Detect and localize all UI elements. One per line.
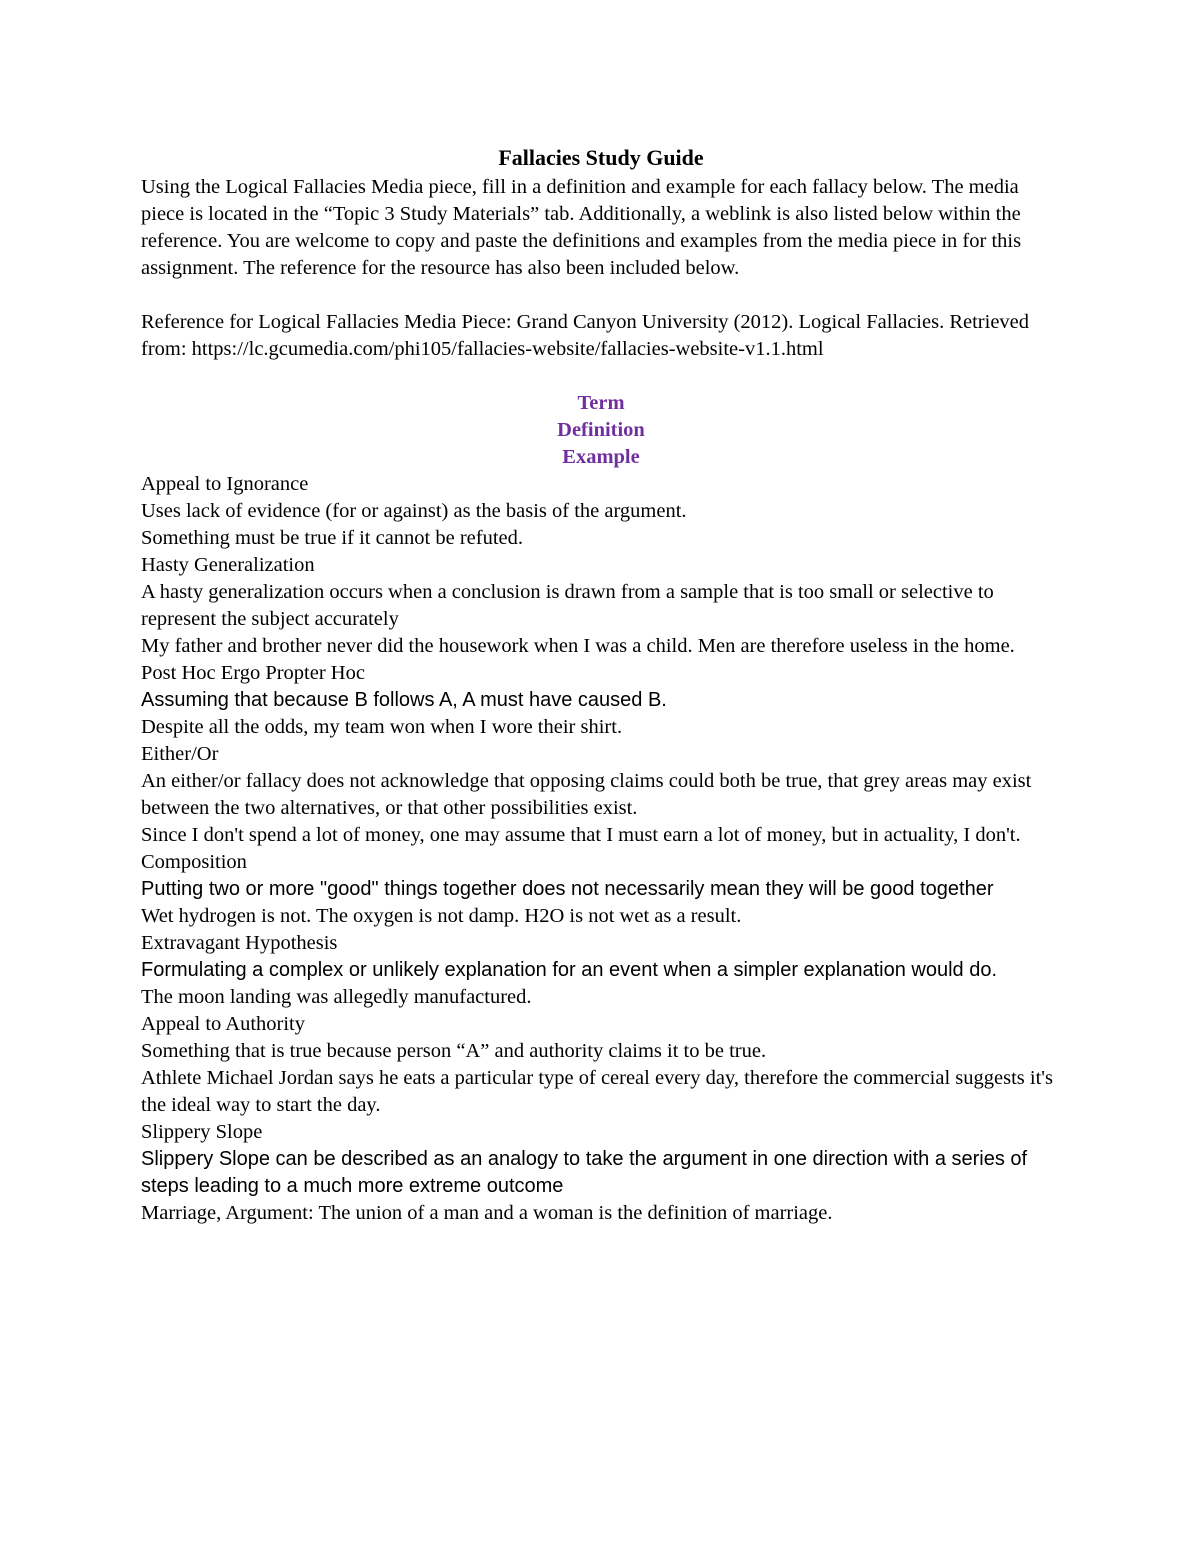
fallacy-definition: Uses lack of evidence (for or against) as the basis of the argument. [141,500,687,522]
fallacy-example: Marriage, Argument: The union of a man and a woman is the definition of marriage. [141,1202,833,1224]
fallacy-definition: Putting two or more "good" things together does not necessarily mean they will be good together [141,878,994,900]
fallacy-entry-composition [141,849,1061,930]
fallacy-term: Extravagant Hypothesis [141,932,338,954]
intro-paragraph: Using the Logical Fallacies Media piece, fill in a definition and example for each fallacy below. The media piece is located in the “Topic 3 Study Materials” tab. Additionally, a weblink is also listed below within the reference. You are welcome to copy and paste the definitions and examples from the media piece in for this assignment. The reference for the resource has also been included below. [141,176,1022,279]
fallacy-term: Post Hoc Ergo Propter Hoc [141,662,365,684]
fallacy-definition: Something that is true because person “A” and authority claims it to be true. [141,1040,767,1062]
fallacy-entry-either-or [141,741,1061,849]
fallacy-term: Slippery Slope [141,1121,263,1143]
column-headers [141,390,1061,471]
fallacy-definition: A hasty generalization occurs when a conclusion is drawn from a sample that is too small or selective to represent the subject accurately [141,581,994,630]
fallacy-term: Appeal to Authority [141,1013,305,1035]
fallacy-example: Wet hydrogen is not. The oxygen is not damp. H2O is not wet as a result. [141,905,742,927]
fallacy-example: Athlete Michael Jordan says he eats a particular type of cereal every day, therefore the commercial suggests it's the ideal way to start the day. [141,1067,1053,1116]
fallacy-definition: Assuming that because B follows A, A must have caused B. [141,689,667,711]
fallacy-entry-slippery-slope [141,1119,1061,1227]
fallacy-entry-appeal-to-authority [141,1011,1061,1119]
header-example: Example [562,446,640,468]
fallacy-example: The moon landing was allegedly manufactured. [141,986,532,1008]
fallacy-example: My father and brother never did the housework when I was a child. Men are therefore useless in the home. [141,635,1015,657]
reference-paragraph: Reference for Logical Fallacies Media Piece: Grand Canyon University (2012). Logical Fallacies. Retrieved from: https://lc.gcumedia.com/phi105/fallacies-website/fallacies-website-v1.1.html [141,311,1030,360]
fallacy-entry-post-hoc [141,660,1061,741]
fallacy-term: Appeal to Ignorance [141,473,309,495]
document-page [141,142,1061,1227]
fallacy-entry-extravagant-hypothesis [141,930,1061,1011]
fallacy-example: Since I don't spend a lot of money, one may assume that I must earn a lot of money, but in actuality, I don't. [141,824,1021,846]
fallacy-definition: An either/or fallacy does not acknowledge that opposing claims could both be true, that grey areas may exist between the two alternatives, or that other possibilities exist. [141,770,1032,819]
fallacy-definition: Formulating a complex or unlikely explanation for an event when a simpler explanation would do. [141,959,998,981]
fallacy-entry-hasty-generalization [141,552,1061,660]
fallacy-term: Either/Or [141,743,219,765]
blank-line [141,363,1061,390]
fallacy-entry-appeal-to-ignorance [141,471,1061,552]
document-title: Fallacies Study Guide [498,145,704,170]
blank-line [141,282,1061,309]
fallacy-term: Hasty Generalization [141,554,315,576]
fallacy-example: Despite all the odds, my team won when I wore their shirt. [141,716,623,738]
fallacy-term: Composition [141,851,247,873]
fallacy-definition: Slippery Slope can be described as an analogy to take the argument in one direction with a series of steps leading to a much more extreme outcome [141,1148,1028,1197]
fallacy-example: Something must be true if it cannot be refuted. [141,527,524,549]
header-definition: Definition [557,419,645,441]
header-term: Term [577,392,625,414]
